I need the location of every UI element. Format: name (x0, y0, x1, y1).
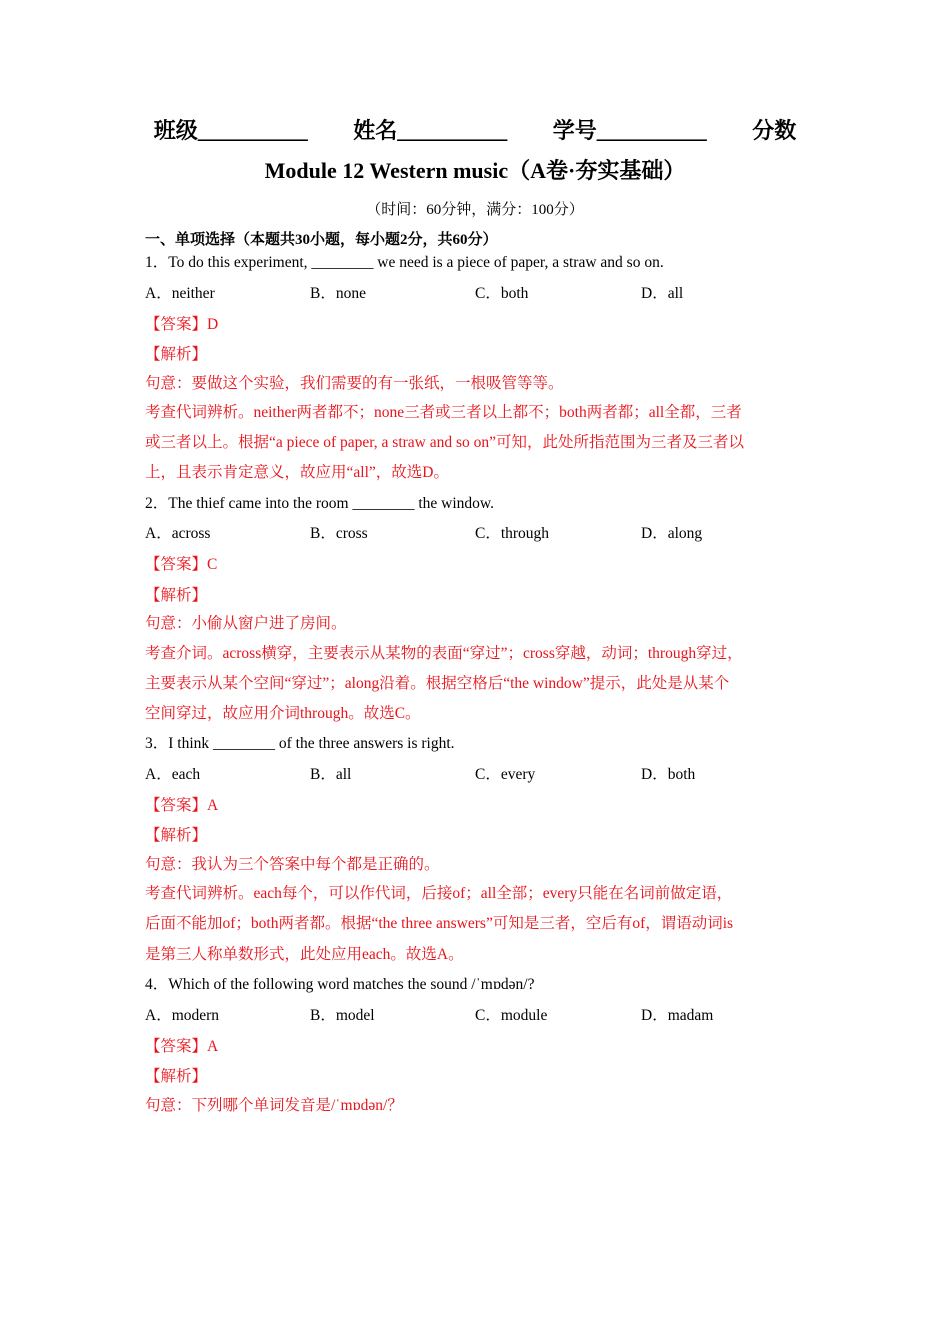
q3-answer: 【答案】A (145, 797, 219, 814)
q3-analysis-label: 【解析】 (145, 827, 208, 844)
q1-analysis-label: 【解析】 (145, 346, 208, 363)
q3-analysis-line: 是第三人称单数形式，此处应用each。故选A。 (145, 946, 464, 963)
question-1-stem: 1．To do this experiment, ________ we need is a piece of paper, a straw and so on. (145, 254, 664, 271)
q3-option-a: A．each (145, 766, 201, 783)
q2-analysis-label: 【解析】 (145, 587, 208, 604)
q1-analysis-line: 考查代词辨析。neither两者都不；none三者或三者以上都不；both两者都；all全都，三者 (145, 404, 742, 421)
q1-option-d: D．all (641, 285, 684, 302)
q4-analysis-line: 句意：下列哪个单词发音是/ˈmɒdən/？ (145, 1097, 403, 1114)
question-2-stem: 2．The thief came into the room ________ the window. (145, 495, 494, 512)
q1-analysis-line: 上，且表示肯定意义，故应用“all”，故选D。 (145, 464, 449, 481)
q4-analysis-label: 【解析】 (145, 1068, 208, 1085)
q4-answer: 【答案】A (145, 1038, 219, 1055)
name-field: 姓名__________ (353, 118, 508, 143)
q2-answer: 【答案】C (145, 556, 218, 573)
q4-option-b: B．model (310, 1007, 375, 1024)
section-heading: 一、单项选择（本题共30小题，每小题2分，共60分） (145, 232, 498, 248)
student-id-field: 学号__________ (552, 118, 707, 143)
question-4-stem: 4．Which of the following word matches the sound /ˈmɒdən/? (145, 976, 535, 993)
q2-analysis-line: 空间穿过，故应用介词through。故选C。 (145, 705, 421, 722)
question-3-stem: 3．I think ________ of the three answers is right. (145, 735, 455, 752)
q2-option-d: D．along (641, 525, 703, 542)
q2-option-c: C．through (475, 525, 550, 542)
q4-option-c: C．module (475, 1007, 548, 1024)
q1-answer: 【答案】D (145, 316, 219, 333)
q2-option-b: B．cross (310, 525, 368, 542)
q1-option-a: A．neither (145, 285, 215, 302)
q1-option-c: C．both (475, 285, 529, 302)
q4-option-d: D．madam (641, 1007, 714, 1024)
header-fields (0, 114, 950, 145)
q2-option-a: A．across (145, 525, 211, 542)
page-title: Module 12 Western music（A卷·夯实基础） (264, 158, 686, 183)
score-field: 分数 (752, 118, 797, 143)
q1-option-b: B．none (310, 285, 366, 302)
q2-analysis-line: 句意：小偷从窗户进了房间。 (145, 615, 347, 632)
q1-analysis-line: 句意：要做这个实验，我们需要的有一张纸，一根吸管等等。 (145, 375, 564, 392)
class-field: 班级__________ (153, 118, 308, 143)
page-subtitle: （时间：60分钟，满分：100分） (366, 202, 584, 218)
q3-option-b: B．all (310, 766, 352, 783)
q3-analysis-line: 后面不能加of；both两者都。根据“the three answers”可知是三者，空后有of，谓语动词is (145, 915, 734, 932)
q2-analysis-line: 考查介词。across横穿，主要表示从某物的表面“穿过”；cross穿越，动词；through穿过， (145, 645, 743, 662)
q3-analysis-line: 句意：我认为三个答案中每个都是正确的。 (145, 856, 440, 873)
q3-analysis-line: 考查代词辨析。each每个，可以作代词，后接of；all全部；every只能在名词前做定语， (145, 885, 733, 902)
q2-analysis-line: 主要表示从某个空间“穿过”；along沿着。根据空格后“the window”提示，此处是从某个 (145, 675, 730, 692)
q4-option-a: A．modern (145, 1007, 220, 1024)
q3-option-d: D．both (641, 766, 696, 783)
q3-option-c: C．every (475, 766, 536, 783)
q1-analysis-line: 或三者以上。根据“a piece of paper, a straw and so on”可知，此处所指范围为三者及三者以 (145, 434, 745, 451)
